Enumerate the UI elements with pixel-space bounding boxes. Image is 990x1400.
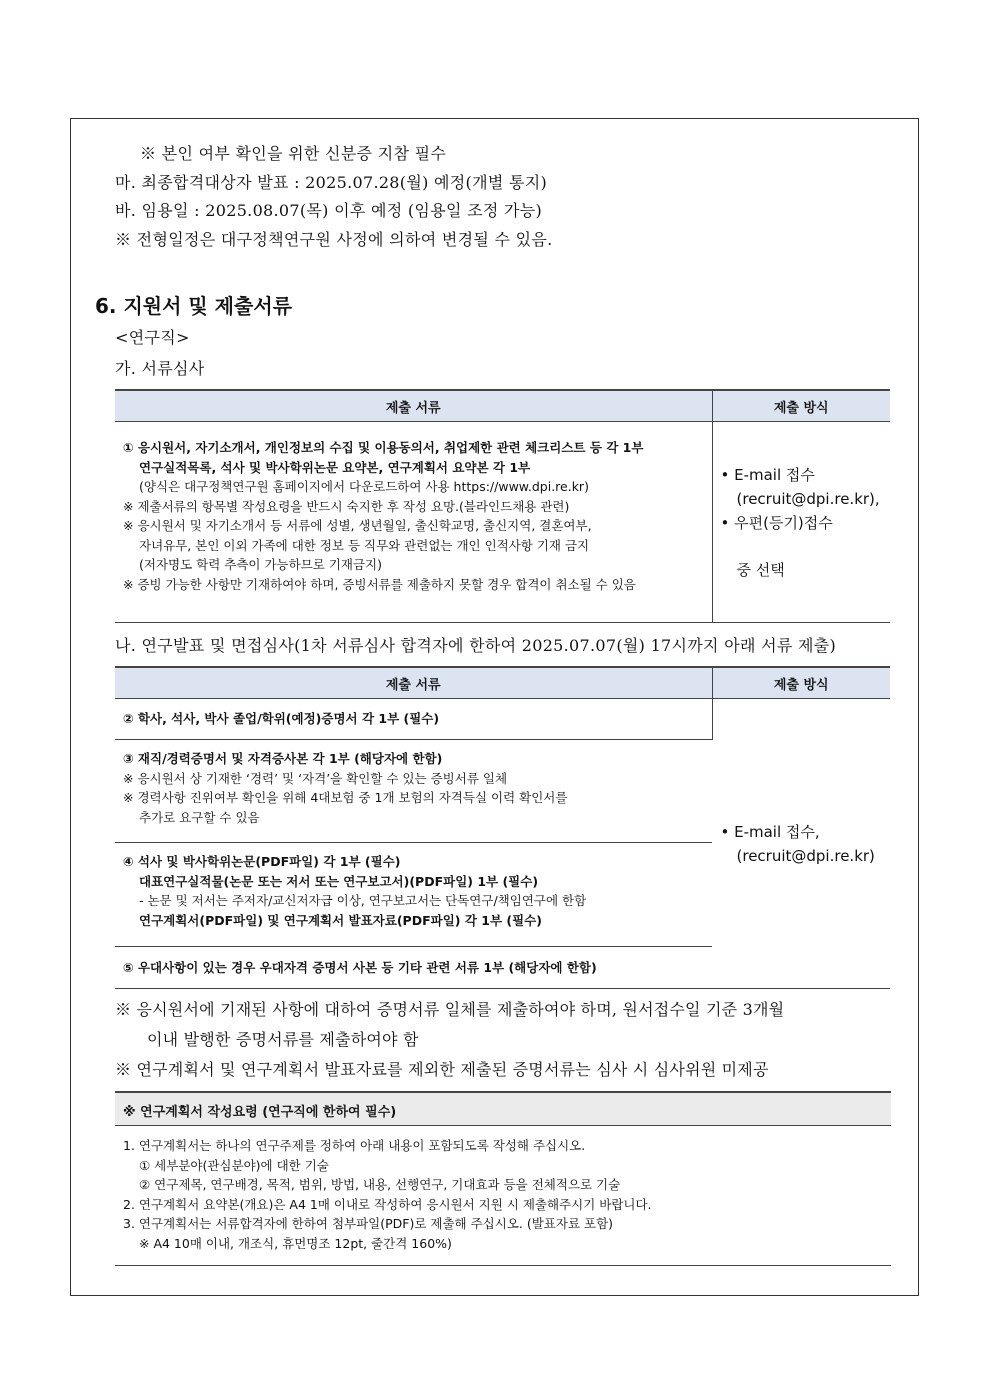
method-line: • E-mail 접수 xyxy=(720,465,815,484)
table2-method-cell xyxy=(712,699,890,989)
doc-line: ③ 재직/경력증명서 및 자격증사본 각 1부 (해당자에 한함) xyxy=(123,751,443,766)
method-line: • 우편(등기)접수 xyxy=(720,513,833,532)
guide-box-body xyxy=(115,1130,891,1266)
row-thesis-submission xyxy=(115,843,712,947)
doc-line: 연구실적목록, 석사 및 박사학위논문 요약본, 연구계획서 요약본 각 1부 xyxy=(139,459,531,475)
document-review-table xyxy=(115,389,890,623)
header-docs: 제출 서류 xyxy=(115,667,712,699)
table1-method-cell xyxy=(712,422,890,623)
guide-line: ② 연구제목, 연구배경, 목적, 범위, 방법, 내용, 선행연구, 기대효과 등을 전체적으로 기술 xyxy=(139,1177,621,1192)
doc-note: ※ 응시원서 및 자기소개서 등 서류에 성별, 생년월일, 출신학교명, 출신지역, 결혼여부, xyxy=(123,518,592,533)
evidence-note xyxy=(115,995,784,1085)
guide-line: ① 세부분야(관심분야)에 대한 기술 xyxy=(139,1157,329,1173)
guide-line: 2. 연구계획서 요약본(개요)은 A4 1매 이내로 작성하여 응시원서 지원 시 제출해주시기 바랍니다. xyxy=(123,1196,652,1212)
doc-note: - 논문 및 저서는 주저자/교신저자급 이상, 연구보고서는 단독연구/책임연구에 한함 xyxy=(139,893,587,908)
doc-note: ※ 응시원서 상 기재한 ‘경력’ 및 ‘자격’을 확인할 수 있는 증빙서류 일체 xyxy=(123,770,508,786)
row-employment-certificate xyxy=(115,740,712,843)
schedule-change-note: ※ 전형일정은 대구정책연구원 사정에 의하여 변경될 수 있음. xyxy=(115,230,553,249)
category-label: <연구직> xyxy=(115,328,190,347)
doc-line: (양식은 대구정책연구원 홈페이지에서 다운로드하여 사용 https://www.dpi.re.kr) xyxy=(139,479,589,494)
method-email-address: (recruit@dpi.re.kr), xyxy=(736,489,880,508)
row-degree-certificate: ② 학사, 석사, 박사 졸업/학위(예정)증명서 각 1부 (필수) xyxy=(115,699,712,740)
doc-note: 추가로 요구할 수 있음 xyxy=(139,809,260,825)
method-line: 중 선택 xyxy=(736,560,785,579)
doc-note: ※ 증빙 가능한 사항만 기재하여야 하며, 증빙서류를 제출하지 못할 경우 합격이 취소될 수 있음 xyxy=(123,576,636,592)
guide-line: ※ A4 10매 이내, 개조식, 휴먼명조 12pt, 줄간격 160%) xyxy=(139,1235,452,1251)
guide-line: 3. 연구계획서는 서류합격자에 한하여 첨부파일(PDF)로 제출해 주십시오. (발표자료 포함) xyxy=(123,1216,614,1231)
appointment-line: 바. 임용일 : 2025.08.07(목) 이후 예정 (임용일 조정 가능) xyxy=(115,201,543,220)
doc-line: 대표연구실적물(논문 또는 저서 또는 연구보고서)(PDF파일) 1부 (필수) xyxy=(139,873,539,889)
evidence-note-line2: 이내 발행한 증명서류를 제출하여야 함 xyxy=(147,1030,419,1049)
header-docs: 제출 서류 xyxy=(115,390,712,422)
doc-line: ④ 석사 및 박사학위논문(PDF파일) 각 1부 (필수) xyxy=(123,854,401,869)
doc-line: 연구계획서(PDF파일) 및 연구계획서 발표자료(PDF파일) 각 1부 (필수) xyxy=(139,912,542,928)
header-method: 제출 방식 xyxy=(712,390,890,422)
doc-note: 자녀유무, 본인 이외 가족에 대한 정보 등 직무와 관련없는 개인 인적사항 기재 금지 xyxy=(139,537,590,553)
doc-note: ※ 제출서류의 항목별 작성요령을 반드시 숙지한 후 작성 요망.(블라인드채용 관련) xyxy=(123,498,570,514)
evidence-note-line1: ※ 응시원서에 기재된 사항에 대하여 증명서류 일체를 제출하여야 하며, 원서접수일 기준 3개월 xyxy=(115,1000,785,1019)
method-line: • E-mail 접수, xyxy=(720,822,820,841)
sub-b-label: 나. 연구발표 및 면접심사(1차 서류심사 합격자에 한하여 2025.07.07(월) 17시까지 아래 서류 제출) xyxy=(115,636,837,655)
section-6-title: 6. 지원서 및 제출서류 xyxy=(95,294,292,318)
row-preference-certificate: ⑤ 우대사항이 있는 경우 우대자격 증명서 사본 등 기타 관련 서류 1부 (해당자에 한함) xyxy=(115,947,712,989)
reviewer-note: ※ 연구계획서 및 연구계획서 발표자료를 제외한 제출된 증명서류는 심사 시 심사위원 미제공 xyxy=(115,1060,769,1079)
doc-note: (저자명도 학력 추측이 가능하므로 기재금지) xyxy=(139,557,382,572)
final-announce-line: 마. 최종합격대상자 발표 : 2025.07.28(월) 예정(개별 통지) xyxy=(115,173,548,192)
guide-line: 1. 연구계획서는 하나의 연구주제를 정하여 아래 내용이 포함되도록 작성해 주십시오. xyxy=(123,1138,586,1153)
id-card-note: ※ 본인 여부 확인을 위한 신분증 지참 필수 xyxy=(140,144,447,163)
sub-a-label: 가. 서류심사 xyxy=(115,359,205,378)
guide-box-title: ※ 연구계획서 작성요령 (연구직에 한하여 필수) xyxy=(115,1091,891,1126)
method-email-address: (recruit@dpi.re.kr) xyxy=(736,846,875,865)
interview-docs-table xyxy=(115,666,890,989)
doc-line: ① 응시원서, 자기소개서, 개인정보의 수집 및 이용동의서, 취업제한 관련 체크리스트 등 각 1부 xyxy=(123,440,644,455)
doc-note: ※ 경력사항 진위여부 확인을 위해 4대보험 중 1개 보험의 자격득실 이력 확인서를 xyxy=(123,790,568,805)
header-method: 제출 방식 xyxy=(712,667,890,699)
table1-docs-cell xyxy=(115,422,712,623)
